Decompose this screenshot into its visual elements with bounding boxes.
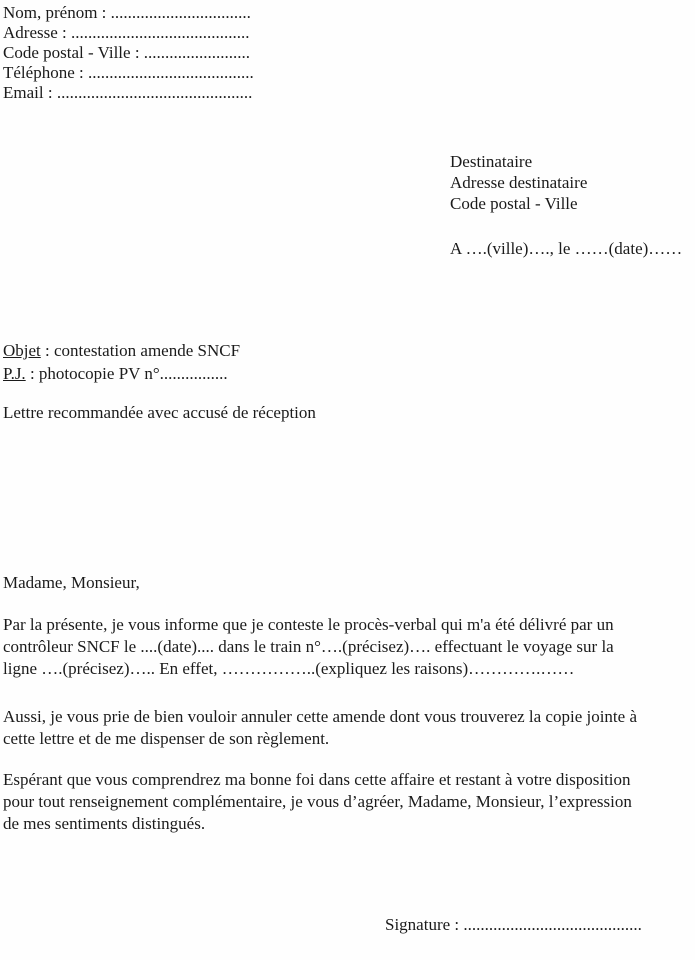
attachment-label: P.J. bbox=[3, 364, 26, 383]
registered-mail-notice: Lettre recommandée avec accusé de réception bbox=[3, 403, 316, 422]
attachment-value: : photocopie PV n°................ bbox=[25, 364, 228, 383]
subject-line bbox=[3, 339, 240, 362]
sender-name-line: Nom, prénom : ................................. bbox=[3, 3, 251, 22]
paragraph-line: pour tout renseignement complémentaire, je vous d’agréer, Madame, Monsieur, l’expression bbox=[3, 792, 632, 811]
signature-line: Signature : .......................................... bbox=[385, 915, 642, 934]
body-paragraph-1 bbox=[3, 614, 614, 680]
recipient-address-line: Adresse destinataire bbox=[450, 173, 588, 192]
paragraph-line: ligne ….(précisez)….. En effet, ……………..(expliquez les raisons)………….…… bbox=[3, 659, 575, 678]
place-date-line: A ….(ville)…., le ……(date)…… bbox=[450, 239, 683, 258]
paragraph-line: Par la présente, je vous informe que je conteste le procès-verbal qui m'a été délivré par un bbox=[3, 615, 614, 634]
paragraph-line: Espérant que vous comprendrez ma bonne foi dans cette affaire et restant à votre disposition bbox=[3, 770, 631, 789]
subject-block bbox=[3, 339, 240, 385]
sender-phone-line: Téléphone : ....................................... bbox=[3, 63, 254, 82]
attachment-line bbox=[3, 362, 240, 385]
sender-address-line: Adresse : .......................................... bbox=[3, 23, 250, 42]
paragraph-line: cette lettre et de me dispenser de son règlement. bbox=[3, 729, 330, 748]
sender-postal-line: Code postal - Ville : ......................... bbox=[3, 43, 251, 62]
subject-value: : contestation amende SNCF bbox=[40, 341, 241, 360]
body-paragraph-2 bbox=[3, 706, 637, 750]
sender-email-line: Email : .............................................. bbox=[3, 83, 253, 102]
subject-label: Objet bbox=[3, 341, 41, 360]
sender-block bbox=[3, 3, 254, 103]
paragraph-line: Aussi, je vous prie de bien vouloir annuler cette amende dont vous trouverez la copie jointe à bbox=[3, 707, 637, 726]
body-paragraph-3 bbox=[3, 769, 632, 835]
salutation: Madame, Monsieur, bbox=[3, 573, 140, 592]
recipient-name-line: Destinataire bbox=[450, 152, 533, 171]
recipient-block bbox=[450, 151, 587, 214]
paragraph-line: de mes sentiments distingués. bbox=[3, 814, 206, 833]
paragraph-line: contrôleur SNCF le ....(date).... dans le train n°….(précisez)…. effectuant le voyage sur la bbox=[3, 637, 614, 656]
recipient-postal-line: Code postal - Ville bbox=[450, 194, 578, 213]
